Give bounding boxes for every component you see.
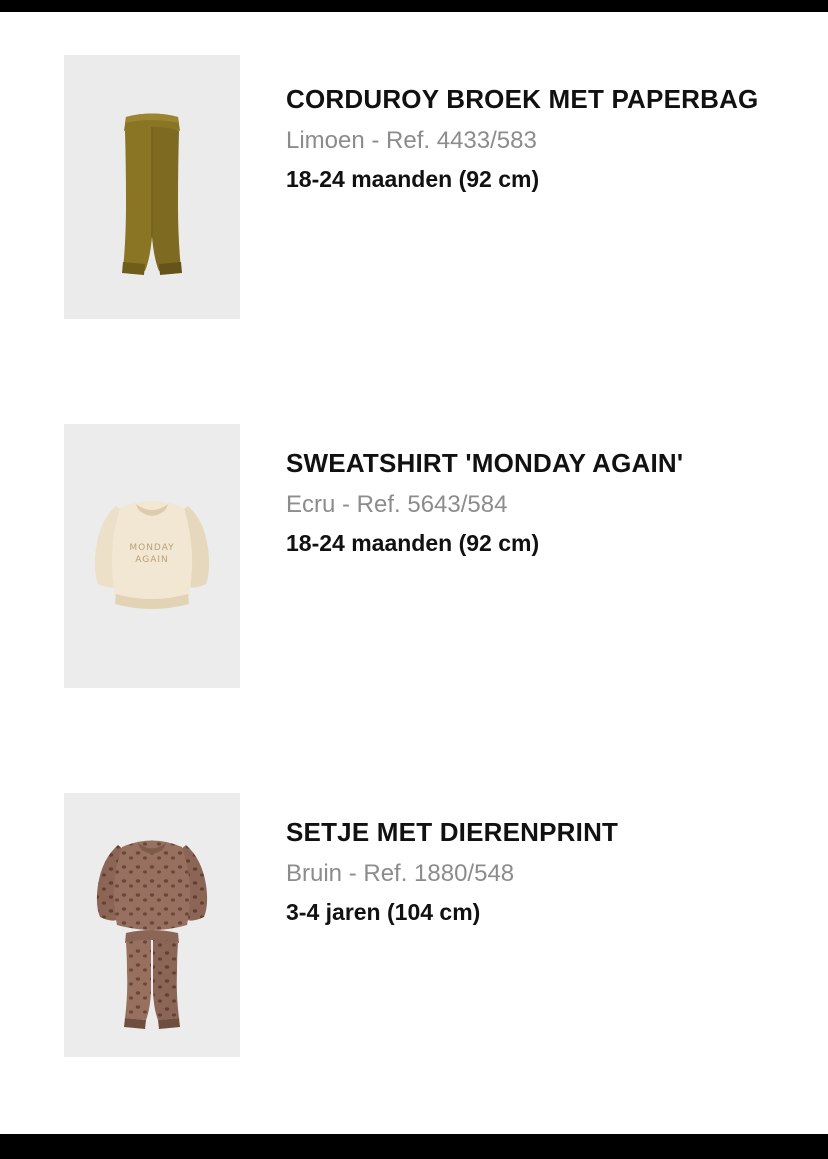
- corduroy-trousers-icon: [64, 55, 240, 319]
- product-title: SWEATSHIRT 'MONDAY AGAIN': [286, 448, 684, 478]
- list-item[interactable]: [0, 55, 828, 319]
- product-size: 3-4 jaren (104 cm): [286, 898, 481, 925]
- top-letterbox-bar: [0, 0, 828, 12]
- svg-text:AGAIN: AGAIN: [135, 555, 169, 565]
- product-info: [240, 424, 828, 557]
- product-thumbnail[interactable]: [64, 55, 240, 319]
- product-title: CORDUROY BROEK MET PAPERBAG: [286, 84, 759, 114]
- product-thumbnail[interactable]: [64, 793, 240, 1057]
- animal-print-set-icon: [64, 793, 240, 1057]
- list-item[interactable]: [0, 424, 828, 688]
- product-title: SETJE MET DIERENPRINT: [286, 817, 619, 847]
- product-thumbnail[interactable]: [64, 424, 240, 688]
- product-size: 18-24 maanden (92 cm): [286, 165, 540, 192]
- product-size: 18-24 maanden (92 cm): [286, 529, 540, 556]
- sweatshirt-icon: [64, 424, 240, 688]
- product-info: [240, 793, 828, 926]
- product-color-reference: Ecru - Ref. 5643/584: [286, 490, 508, 518]
- product-color-reference: Bruin - Ref. 1880/548: [286, 859, 515, 887]
- order-items-list: [0, 55, 828, 1057]
- bottom-letterbox-bar: [0, 1134, 828, 1159]
- product-color-reference: Limoen - Ref. 4433/583: [286, 126, 537, 154]
- product-info: [240, 55, 828, 193]
- svg-text:MONDAY: MONDAY: [129, 543, 175, 553]
- order-detail-page: [0, 12, 828, 1134]
- list-item[interactable]: [0, 793, 828, 1057]
